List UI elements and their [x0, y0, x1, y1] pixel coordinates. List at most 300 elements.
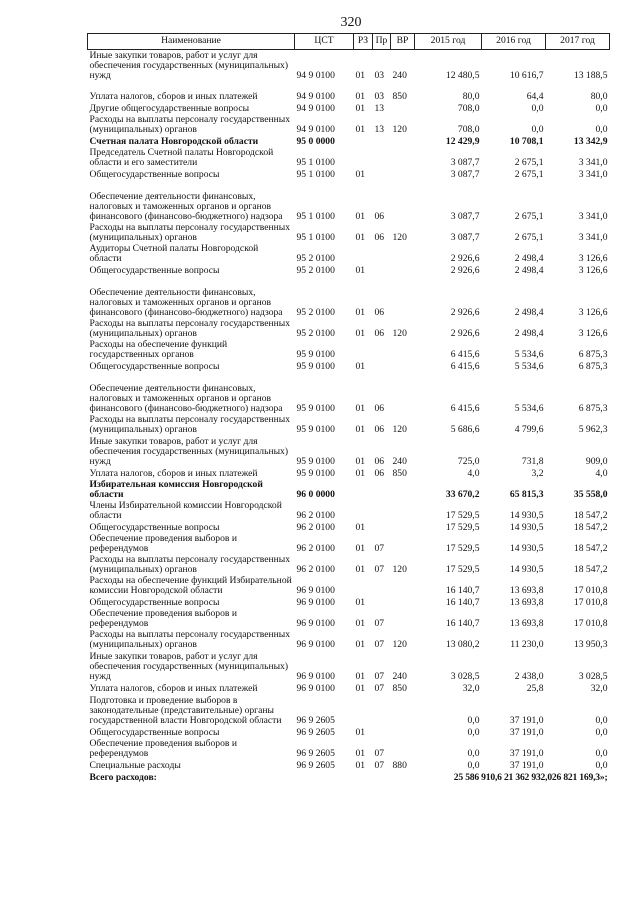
row-value-2016: 3,2 — [531, 468, 544, 480]
row-vr — [391, 576, 415, 597]
table-row — [88, 630, 610, 651]
row-value-2016: 25,8 — [526, 683, 544, 695]
row-value-2017: 18 547,2 — [573, 543, 608, 555]
row-name: Расходы на выплаты персоналу государственных (муниципальных) органов — [89, 318, 291, 340]
row-rz: 01 — [355, 760, 366, 772]
row-cst: 95 9 0100 — [296, 468, 335, 480]
row-cst: 96 9 2605 — [296, 727, 335, 739]
table-row — [88, 480, 610, 501]
row-rz: 01 — [355, 124, 366, 136]
row-pr: 06 — [374, 468, 385, 480]
row-name: Уплата налогов, сборов и иных платежей — [89, 683, 258, 695]
table-row — [88, 340, 610, 361]
row-cst: 95 0 0000 — [296, 136, 335, 148]
row-vr — [391, 480, 415, 501]
row-value-2016: 64,4 — [526, 91, 544, 103]
row-value-2015: 17 529,5 — [445, 564, 480, 576]
row-pr: 06 — [374, 307, 385, 319]
row-vr — [391, 501, 415, 522]
row-value-2017: 17 010,8 — [573, 618, 608, 630]
row-rz: 01 — [355, 468, 366, 480]
row-value-2016: 2 438,0 — [514, 671, 544, 683]
row-rz: 01 — [355, 103, 366, 115]
row-value-2017: 35 558,0 — [573, 489, 608, 501]
row-rz: 01 — [355, 618, 366, 630]
row-value-2017: 13 342,9 — [573, 136, 608, 148]
row-value-2015: 33 670,2 — [445, 489, 480, 501]
row-name: Уплата налогов, сборов и иных платежей — [89, 91, 258, 103]
row-vr — [391, 181, 415, 223]
row-value-2015: 17 529,5 — [445, 522, 480, 534]
row-pr: 06 — [374, 424, 385, 436]
row-value-2017: 18 547,2 — [573, 522, 608, 534]
row-vr — [391, 136, 415, 148]
row-value-2016: 14 930,5 — [509, 543, 544, 555]
row-value-2016: 0,0 — [531, 124, 544, 136]
page-number: 320 — [340, 15, 362, 30]
table-row — [88, 373, 610, 415]
row-rz: 01 — [355, 70, 366, 82]
row-value-2016: 10 708,1 — [509, 136, 544, 148]
row-value-2017: 3 028,5 — [578, 671, 608, 683]
row-value-2017: 3 341,0 — [578, 232, 608, 244]
table-row — [88, 468, 610, 480]
table-row — [88, 361, 610, 373]
row-name: Другие общегосударственные вопросы — [89, 103, 250, 115]
row-value-2016: 2 675,1 — [514, 211, 544, 223]
row-rz: 01 — [355, 456, 366, 468]
row-name: Избирательная комиссия Новгородской области — [89, 479, 263, 501]
row-rz: 01 — [355, 564, 366, 576]
row-value-2016: 37 191,0 — [509, 748, 544, 760]
row-value-2015: 0,0 — [467, 760, 480, 772]
row-pr — [373, 265, 391, 277]
table-row — [88, 739, 610, 760]
row-vr — [391, 373, 415, 415]
row-vr — [391, 361, 415, 373]
row-cst: 96 2 0100 — [296, 522, 335, 534]
row-rz — [354, 340, 373, 361]
row-cst: 96 9 2605 — [296, 748, 335, 760]
row-pr — [373, 148, 391, 169]
row-value-2017: 0,0 — [595, 760, 608, 772]
row-value-2016: 2 675,1 — [514, 169, 544, 181]
row-value-2015: 32,0 — [462, 683, 480, 695]
row-value-2016: 14 930,5 — [509, 522, 544, 534]
row-pr — [373, 340, 391, 361]
row-vr — [391, 277, 415, 319]
row-value-2016: 2 498,4 — [514, 307, 544, 319]
row-rz: 01 — [355, 727, 366, 739]
row-cst: 96 9 0100 — [296, 639, 335, 651]
row-vr — [391, 522, 415, 534]
row-value-2016: 2 498,4 — [514, 265, 544, 277]
row-value-2015: 725,0 — [457, 456, 480, 468]
row-rz: 01 — [355, 639, 366, 651]
row-vr — [391, 597, 415, 609]
row-value-2017: 13 950,3 — [573, 639, 608, 651]
row-vr: 880 — [392, 760, 407, 772]
row-rz: 01 — [355, 328, 366, 340]
row-value-2017: 3 126,6 — [578, 253, 608, 265]
row-value-2016: 2 498,4 — [514, 253, 544, 265]
table-row — [88, 181, 610, 223]
row-name: Расходы на выплаты персоналу государственных (муниципальных) органов — [89, 114, 291, 136]
row-value-2017: 17 010,8 — [573, 597, 608, 609]
row-pr — [373, 576, 391, 597]
row-cst: 95 9 0100 — [296, 403, 335, 415]
row-vr: 120 — [392, 232, 407, 244]
row-pr: 13 — [374, 124, 385, 136]
row-value-2015: 16 140,7 — [445, 618, 480, 630]
row-vr — [391, 695, 415, 727]
row-name: Расходы на выплаты персоналу государственных (муниципальных) органов — [89, 629, 291, 651]
row-cst: 96 2 0100 — [296, 543, 335, 555]
table-row — [88, 597, 610, 609]
row-value-2016: 2 675,1 — [514, 232, 544, 244]
row-value-2015: 5 686,6 — [450, 424, 480, 436]
row-rz: 01 — [355, 543, 366, 555]
table-row — [88, 522, 610, 534]
row-value-2015: 6 415,6 — [450, 403, 480, 415]
row-pr: 07 — [374, 564, 385, 576]
table-row — [88, 576, 610, 597]
row-value-2017: 3 341,0 — [578, 169, 608, 181]
row-value-2015: 3 087,7 — [450, 169, 480, 181]
row-vr: 120 — [392, 124, 407, 136]
row-value-2016: 731,8 — [521, 456, 544, 468]
row-value-2016: 37 191,0 — [509, 715, 544, 727]
table-row — [88, 265, 610, 277]
row-cst: 96 9 2605 — [296, 760, 335, 772]
row-value-2017: 3 126,6 — [578, 328, 608, 340]
table-row — [88, 82, 610, 103]
row-value-2015: 708,0 — [457, 103, 480, 115]
row-cst: 94 9 0100 — [296, 70, 335, 82]
row-pr: 07 — [374, 618, 385, 630]
table-row — [88, 695, 610, 727]
row-pr: 06 — [374, 328, 385, 340]
row-value-2017: 0,0 — [595, 748, 608, 760]
row-value-2017: 80,0 — [590, 91, 608, 103]
row-name: Обеспечение проведения выборов и референдумов — [89, 738, 237, 760]
row-cst: 95 1 0100 — [296, 169, 335, 181]
row-pr: 07 — [374, 748, 385, 760]
row-name: Иные закупки товаров, работ и услуг для обеспечения государственных (муниципальных) нужд — [89, 49, 289, 82]
table-row — [88, 50, 610, 82]
row-name: Общегосударственные вопросы — [89, 522, 220, 534]
row-cst: 96 9 2605 — [296, 715, 335, 727]
row-pr: 06 — [374, 456, 385, 468]
row-value-2016: 2 675,1 — [514, 157, 544, 169]
total-row — [88, 772, 610, 786]
row-name: Расходы на обеспечение функций Избирательной комиссии Новгородской области — [89, 575, 292, 597]
row-pr: 13 — [374, 103, 385, 115]
table-row — [88, 501, 610, 522]
row-cst: 95 2 0100 — [296, 328, 335, 340]
row-value-2016: 2 498,4 — [514, 328, 544, 340]
row-value-2017: 6 875,3 — [578, 403, 608, 415]
row-name: Общегосударственные вопросы — [89, 169, 220, 181]
table-row — [88, 169, 610, 181]
table-row — [88, 148, 610, 169]
row-name: Общегосударственные вопросы — [89, 265, 220, 277]
row-value-2015: 708,0 — [457, 124, 480, 136]
row-name: Обеспечение проведения выборов и референдумов — [89, 533, 237, 555]
row-name: Расходы на выплаты персоналу государственных (муниципальных) органов — [89, 222, 291, 244]
row-vr: 120 — [392, 639, 407, 651]
row-vr — [391, 340, 415, 361]
row-value-2015: 2 926,6 — [450, 307, 480, 319]
row-value-2017: 6 875,3 — [578, 349, 608, 361]
row-vr — [391, 103, 415, 115]
row-value-2015: 6 415,6 — [450, 349, 480, 361]
row-cst: 95 1 0100 — [296, 157, 335, 169]
header-name: Наименование — [88, 34, 295, 50]
row-rz: 01 — [355, 424, 366, 436]
row-value-2015: 80,0 — [462, 91, 480, 103]
row-value-2017: 17 010,8 — [573, 585, 608, 597]
row-value-2017: 18 547,2 — [573, 510, 608, 522]
row-name: Обеспечение деятельности финансовых, налоговых и таможенных органов и органов финансового (финансово-бюджетного) надзора — [89, 286, 283, 319]
row-value-2016: 13 693,8 — [509, 585, 544, 597]
row-value-2017: 32,0 — [590, 683, 608, 695]
row-cst: 95 9 0100 — [296, 424, 335, 436]
row-cst: 94 9 0100 — [296, 91, 335, 103]
row-rz — [354, 480, 373, 501]
row-value-2017: 909,0 — [585, 456, 608, 468]
row-rz: 01 — [355, 748, 366, 760]
table-row — [88, 760, 610, 772]
row-name: Счетная палата Новгородской области — [89, 136, 259, 148]
row-rz: 01 — [355, 671, 366, 683]
row-rz: 01 — [355, 683, 366, 695]
row-rz: 01 — [355, 265, 366, 277]
row-pr: 06 — [374, 403, 385, 415]
row-value-2017: 4,0 — [595, 468, 608, 480]
row-name: Иные закупки товаров, работ и услуг для обеспечения государственных (муниципальных) нужд — [89, 435, 289, 468]
row-pr — [373, 136, 391, 148]
table-row — [88, 436, 610, 468]
table-row — [88, 319, 610, 340]
row-value-2016: 37 191,0 — [509, 760, 544, 772]
row-pr: 07 — [374, 671, 385, 683]
row-name: Члены Избирательной комиссии Новгородской области — [89, 500, 282, 522]
table-row — [88, 136, 610, 148]
row-cst: 96 9 0100 — [296, 683, 335, 695]
row-rz — [354, 576, 373, 597]
row-vr — [391, 727, 415, 739]
row-pr — [373, 727, 391, 739]
row-pr — [373, 244, 391, 265]
row-cst: 95 9 0100 — [296, 456, 335, 468]
row-value-2015: 17 529,5 — [445, 543, 480, 555]
row-name: Обеспечение деятельности финансовых, налоговых и таможенных органов и органов финансового (финансово-бюджетного) надзора — [89, 190, 283, 223]
row-value-2017: 0,0 — [595, 124, 608, 136]
row-name: Иные закупки товаров, работ и услуг для обеспечения государственных (муниципальных) нужд — [89, 650, 289, 683]
row-pr: 07 — [374, 683, 385, 695]
header-pr: Пр — [373, 34, 391, 50]
row-value-2015: 2 926,6 — [450, 328, 480, 340]
row-cst: 96 2 0100 — [296, 564, 335, 576]
row-cst: 96 2 0100 — [296, 510, 335, 522]
table-row — [88, 415, 610, 436]
row-value-2016: 5 534,6 — [514, 403, 544, 415]
row-value-2016: 0,0 — [531, 103, 544, 115]
row-rz — [354, 244, 373, 265]
row-rz: 01 — [355, 307, 366, 319]
row-value-2016: 5 534,6 — [514, 361, 544, 373]
row-pr — [373, 522, 391, 534]
row-pr — [373, 169, 391, 181]
row-cst: 95 2 0100 — [296, 307, 335, 319]
row-value-2016: 13 693,8 — [509, 618, 544, 630]
row-name: Обеспечение проведения выборов и референдумов — [89, 608, 237, 630]
row-value-2016: 11 230,0 — [510, 639, 544, 651]
row-pr: 07 — [374, 543, 385, 555]
row-name: Аудиторы Счетной палаты Новгородской области — [89, 243, 259, 265]
header-2017: 2017 год — [546, 34, 610, 50]
row-name: Председатель Счетной палаты Новгородской области и его заместители — [89, 147, 274, 169]
row-name: Общегосударственные вопросы — [89, 727, 220, 739]
row-value-2015: 12 480,5 — [445, 70, 480, 82]
table-row — [88, 555, 610, 576]
row-value-2015: 3 087,7 — [450, 157, 480, 169]
row-name: Уплата налогов, сборов и иных платежей — [89, 468, 258, 480]
row-rz: 01 — [355, 403, 366, 415]
row-rz — [354, 501, 373, 522]
row-vr: 850 — [392, 91, 407, 103]
table-row — [88, 103, 610, 115]
row-pr: 03 — [374, 70, 385, 82]
row-pr: 07 — [374, 760, 385, 772]
row-value-2017: 13 188,5 — [573, 70, 608, 82]
row-value-2015: 6 415,6 — [450, 361, 480, 373]
row-value-2015: 16 140,7 — [445, 585, 480, 597]
row-value-2015: 3 028,5 — [450, 671, 480, 683]
row-cst: 95 1 0100 — [296, 211, 335, 223]
row-name: Подготовка и проведение выборов в законодательные (представительные) органы государственной власти Новгородской области — [89, 694, 282, 727]
row-name: Расходы на выплаты персоналу государственных (муниципальных) органов — [89, 554, 291, 576]
row-value-2015: 17 529,5 — [445, 510, 480, 522]
row-vr — [391, 265, 415, 277]
row-value-2017: 5 962,3 — [578, 424, 608, 436]
row-vr — [391, 609, 415, 630]
row-value-2015: 0,0 — [467, 727, 480, 739]
row-vr: 240 — [392, 70, 407, 82]
table-row — [88, 223, 610, 244]
row-pr: 06 — [374, 211, 385, 223]
row-pr — [373, 480, 391, 501]
document-page — [87, 15, 609, 786]
table-row — [88, 727, 610, 739]
row-cst: 94 9 0100 — [296, 103, 335, 115]
table-row — [88, 534, 610, 555]
row-value-2017: 18 547,2 — [573, 564, 608, 576]
row-value-2017: 0,0 — [595, 727, 608, 739]
row-value-2016: 65 815,3 — [509, 489, 544, 501]
row-value-2017: 3 341,0 — [578, 157, 608, 169]
row-cst: 94 9 0100 — [296, 124, 335, 136]
row-pr: 06 — [374, 232, 385, 244]
header-rz: РЗ — [354, 34, 373, 50]
row-cst: 95 2 0100 — [296, 265, 335, 277]
row-rz — [354, 695, 373, 727]
row-value-2015: 4,0 — [467, 468, 480, 480]
row-cst: 95 9 0100 — [296, 361, 335, 373]
row-rz — [354, 148, 373, 169]
row-vr: 850 — [392, 683, 407, 695]
row-vr: 240 — [392, 671, 407, 683]
row-vr: 850 — [392, 468, 407, 480]
row-rz: 01 — [355, 232, 366, 244]
row-vr — [391, 739, 415, 760]
row-value-2016: 13 693,8 — [509, 597, 544, 609]
row-cst: 95 1 0100 — [296, 232, 335, 244]
table-row — [88, 277, 610, 319]
header-cst: ЦСТ — [295, 34, 354, 50]
row-value-2015: 2 926,6 — [450, 253, 480, 265]
row-value-2017: 0,0 — [595, 715, 608, 727]
table-row — [88, 115, 610, 136]
row-rz: 01 — [355, 522, 366, 534]
row-rz: 01 — [355, 597, 366, 609]
row-value-2015: 0,0 — [467, 715, 480, 727]
row-value-2015: 2 926,6 — [450, 265, 480, 277]
row-cst: 95 9 0100 — [296, 349, 335, 361]
row-cst: 96 9 0100 — [296, 618, 335, 630]
row-value-2017: 3 126,6 — [578, 307, 608, 319]
row-cst: 96 9 0100 — [296, 671, 335, 683]
row-pr — [373, 501, 391, 522]
row-cst: 95 2 0100 — [296, 253, 335, 265]
row-value-2015: 12 429,9 — [445, 136, 480, 148]
table-header-row — [88, 34, 610, 50]
row-value-2016: 14 930,5 — [509, 564, 544, 576]
row-pr: 03 — [374, 91, 385, 103]
row-value-2017: 3 341,0 — [578, 211, 608, 223]
row-rz: 01 — [355, 211, 366, 223]
row-value-2016: 10 616,7 — [509, 70, 544, 82]
row-vr: 120 — [392, 328, 407, 340]
total-values: 25 586 910,6 21 362 932,026 821 169,3»; — [453, 772, 608, 784]
row-value-2016: 14 930,5 — [509, 510, 544, 522]
header-2015: 2015 год — [415, 34, 482, 50]
row-pr: 07 — [374, 639, 385, 651]
row-pr — [373, 597, 391, 609]
row-rz: 01 — [355, 361, 366, 373]
header-vr: ВР — [391, 34, 415, 50]
row-vr: 240 — [392, 456, 407, 468]
row-name: Общегосударственные вопросы — [89, 597, 220, 609]
row-value-2017: 0,0 — [595, 103, 608, 115]
row-rz: 01 — [355, 169, 366, 181]
budget-table — [87, 33, 610, 786]
total-label: Всего расходов: — [89, 772, 157, 784]
row-value-2017: 6 875,3 — [578, 361, 608, 373]
row-cst: 96 0 0000 — [296, 489, 335, 501]
row-vr — [391, 244, 415, 265]
row-cst: 96 9 0100 — [296, 597, 335, 609]
row-value-2015: 3 087,7 — [450, 232, 480, 244]
header-2016: 2016 год — [482, 34, 546, 50]
row-value-2015: 16 140,7 — [445, 597, 480, 609]
row-pr — [373, 695, 391, 727]
row-cst: 96 9 0100 — [296, 585, 335, 597]
row-vr — [391, 534, 415, 555]
row-name: Специальные расходы — [89, 760, 181, 772]
table-row — [88, 683, 610, 695]
